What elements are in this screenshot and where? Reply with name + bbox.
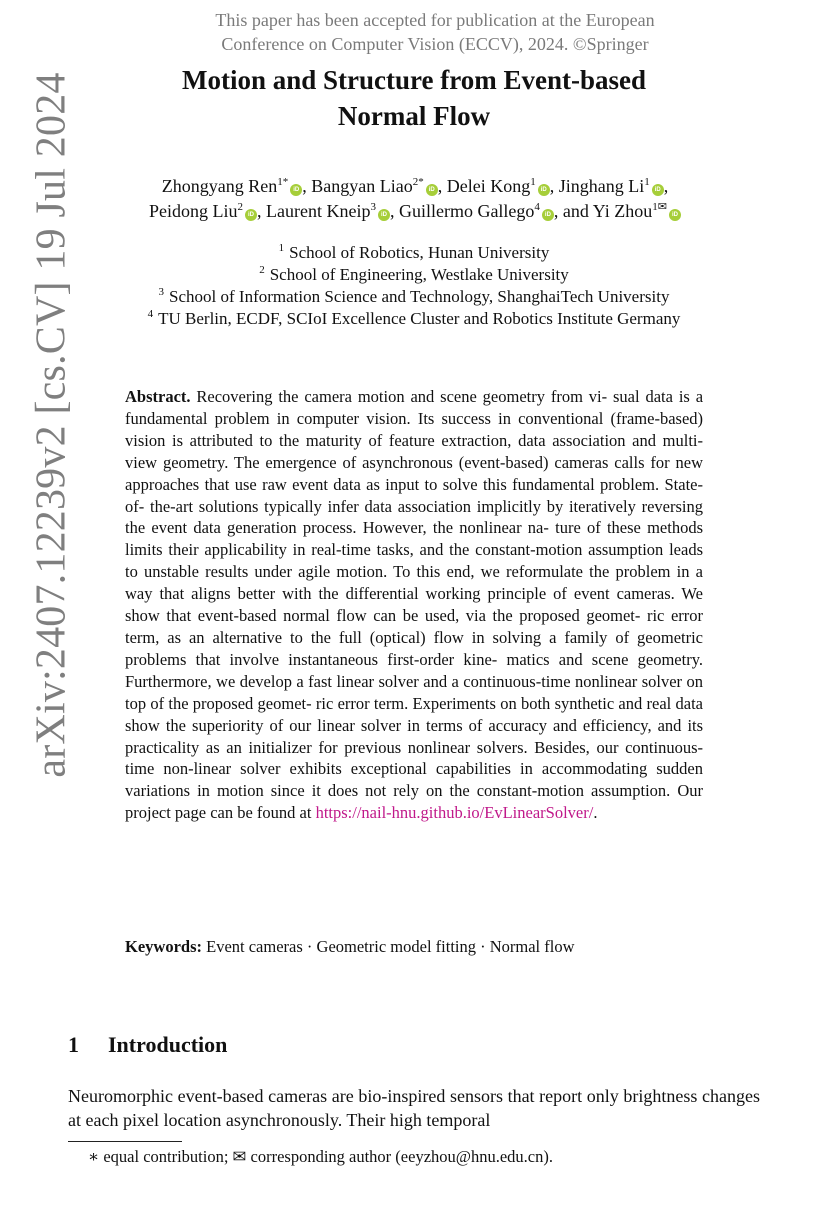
orcid-icon[interactable]: iD [652, 184, 664, 196]
affiliation-text: TU Berlin, ECDF, SCIoI Excellence Cluster and Robotics Institute Germany [158, 309, 681, 328]
affiliation-item [80, 286, 748, 308]
author-name: Guillermo Gallego [398, 201, 535, 221]
abstract-text: its practicality as an initializer for previous nonlinear solvers. Besides, [125, 715, 704, 757]
affiliation-item [80, 264, 748, 286]
intro-paragraph [68, 1084, 760, 1132]
author-name: Laurent Kneip [265, 201, 371, 221]
project-page-link[interactable]: https://nail-hnu.github.io/EvLinearSolver/ [315, 803, 594, 823]
abstract-text: ric error term, as an alternative to the full (optical) flow in solving a [125, 606, 704, 647]
author-affil-mark: 4 [534, 201, 540, 213]
author-affil-mark: 1 [530, 176, 536, 188]
intro-text: Neuromorphic event-based cameras are bio-inspired sensors that report only [68, 1086, 619, 1106]
orcid-icon[interactable]: iD [245, 209, 257, 221]
section-heading [68, 1032, 227, 1058]
abstract-text: on the constant-motion assumption. Our project page can be found at [125, 781, 703, 823]
abstract-text: matics and scene geometry. Furthermore, we develop a fast linear solver [125, 649, 704, 691]
affiliation-text: School of Robotics, Hunan University [289, 243, 550, 262]
footnote: ∗ equal contribution; ✉ corresponding author (eeyzhou@hnu.edu.cn). [88, 1147, 553, 1166]
abstract-text: Recovering the camera motion and scene geometry from vi- [196, 387, 608, 406]
keywords-label: Keywords: [125, 937, 202, 956]
author-name: Peidong Liu [148, 201, 238, 221]
orcid-icon[interactable]: iD [378, 209, 390, 221]
abstract-text: that event-based normal flow can be used, via the proposed geomet- [166, 606, 641, 626]
title-line: Normal Flow [337, 101, 491, 131]
affiliation-list [80, 242, 748, 330]
notice-line: Conference on Computer Vision (ECCV), 2024. ©Springer [221, 34, 649, 54]
author-affil-mark: 1* [277, 176, 289, 188]
footnote-rule [68, 1141, 182, 1142]
author-line: Peidong Liu$^2$iD , Laurent Kneip$^3$iD , Guillermo Gallego$^4$iD , and Yi Zhou$^{1✉}$iD [70, 199, 760, 224]
author-list [70, 174, 760, 224]
author-name: Delei Kong [446, 176, 531, 196]
abstract-end: . [593, 803, 598, 823]
title-line: Motion and Structure from Event-based [182, 65, 646, 95]
orcid-icon[interactable]: iD [669, 209, 681, 221]
paper-title [100, 62, 728, 134]
author-affil-mark: 3 [370, 201, 376, 213]
author-affil-mark: 1✉ [652, 201, 667, 213]
affiliation-number: 4 [147, 308, 154, 321]
orcid-icon[interactable]: iD [426, 184, 438, 196]
affiliation-item [80, 308, 748, 330]
abstract-text: family of geometric problems that involve instantaneous first-order kine- [125, 627, 703, 669]
orcid-icon[interactable]: iD [538, 184, 550, 196]
abstract-text: better with the differential working principle of event cameras. We show [125, 584, 704, 626]
author-affil-mark: 1 [644, 176, 650, 188]
abstract-text: conventional (frame-based) vision is attributed to the maturity of feature [125, 408, 704, 450]
author-conjunction: and [562, 201, 589, 221]
author-line: Zhongyang Ren$^{1*}$iD , Bangyan Liao$^{2*}$iD , Delei Kong$^1$iD , Jinghang Li$^1$iD , [161, 176, 669, 196]
affiliation-item [80, 242, 748, 264]
affiliation-number: 3 [158, 286, 165, 299]
notice-line: This paper has been accepted for publication at the European [215, 10, 655, 30]
orcid-icon[interactable]: iD [542, 209, 554, 221]
abstract-text: ture of these methods limits their applicability in real-time tasks, and [125, 518, 704, 560]
abstract-text: asynchronous (event-based) cameras calls for new approaches that use [125, 452, 704, 494]
orcid-icon[interactable]: iD [290, 184, 302, 196]
author-name: Zhongyang Ren [161, 176, 278, 196]
publication-notice [100, 8, 770, 56]
abstract-text: raw event data as input to solve this fundamental problem. State-of- [125, 474, 703, 516]
abstract [125, 386, 703, 824]
abstract-text: superiority of our linear solver in terms of accuracy and efficiency, and [192, 715, 682, 735]
abstract-text: in accommodating sudden variations in motion since it does not rely [125, 759, 704, 801]
intro-text: brightness changes at each pixel location asynchronously. Their high temporal [68, 1086, 761, 1130]
abstract-text: sual data is a fundamental problem in computer vision. Its success in [125, 387, 704, 428]
author-name: Bangyan Liao [311, 176, 413, 196]
section-number: 1 [68, 1032, 79, 1057]
abstract-text: the-art solutions typically infer data association implicitly by iteratively [150, 496, 636, 516]
abstract-text: our continuous-time non-linear solver exhibits exceptional capabilities [125, 737, 704, 779]
abstract-text: the constant-motion assumption leads to unstable results under agile [125, 540, 704, 582]
author-affil-mark: 2* [412, 176, 424, 188]
abstract-text: extraction, data association and multi-view geometry. The emergence of [125, 430, 704, 472]
section-title: Introduction [108, 1032, 228, 1057]
author-name: Yi Zhou [592, 201, 653, 221]
affiliation-number: 2 [259, 264, 265, 277]
abstract-text: motion. To this end, we reformulate the problem in a way that aligns [125, 562, 703, 604]
arxiv-stamp-text: arXiv:2407.12239v2 [cs.CV] 19 Jul 2024 [29, 72, 75, 778]
abstract-text: ric error term. Experiments on both synthetic and real data show the [125, 693, 703, 735]
author-affil-mark: 2 [237, 201, 243, 213]
abstract-text: and a continuous-time nonlinear solver on top of the proposed geomet- [125, 671, 704, 713]
keywords-text: Event cameras · Geometric model fitting · Normal flow [206, 937, 575, 956]
author-name: Jinghang Li [558, 176, 645, 196]
affiliation-number: 1 [278, 242, 285, 255]
keywords [125, 936, 703, 958]
abstract-label: Abstract. [125, 387, 191, 406]
affiliation-text: School of Information Science and Technology, ShanghaiTech University [169, 287, 670, 306]
abstract-text: reversing the event data generation process. However, the nonlinear na- [125, 496, 703, 538]
affiliation-text: School of Engineering, Westlake University [269, 265, 569, 284]
